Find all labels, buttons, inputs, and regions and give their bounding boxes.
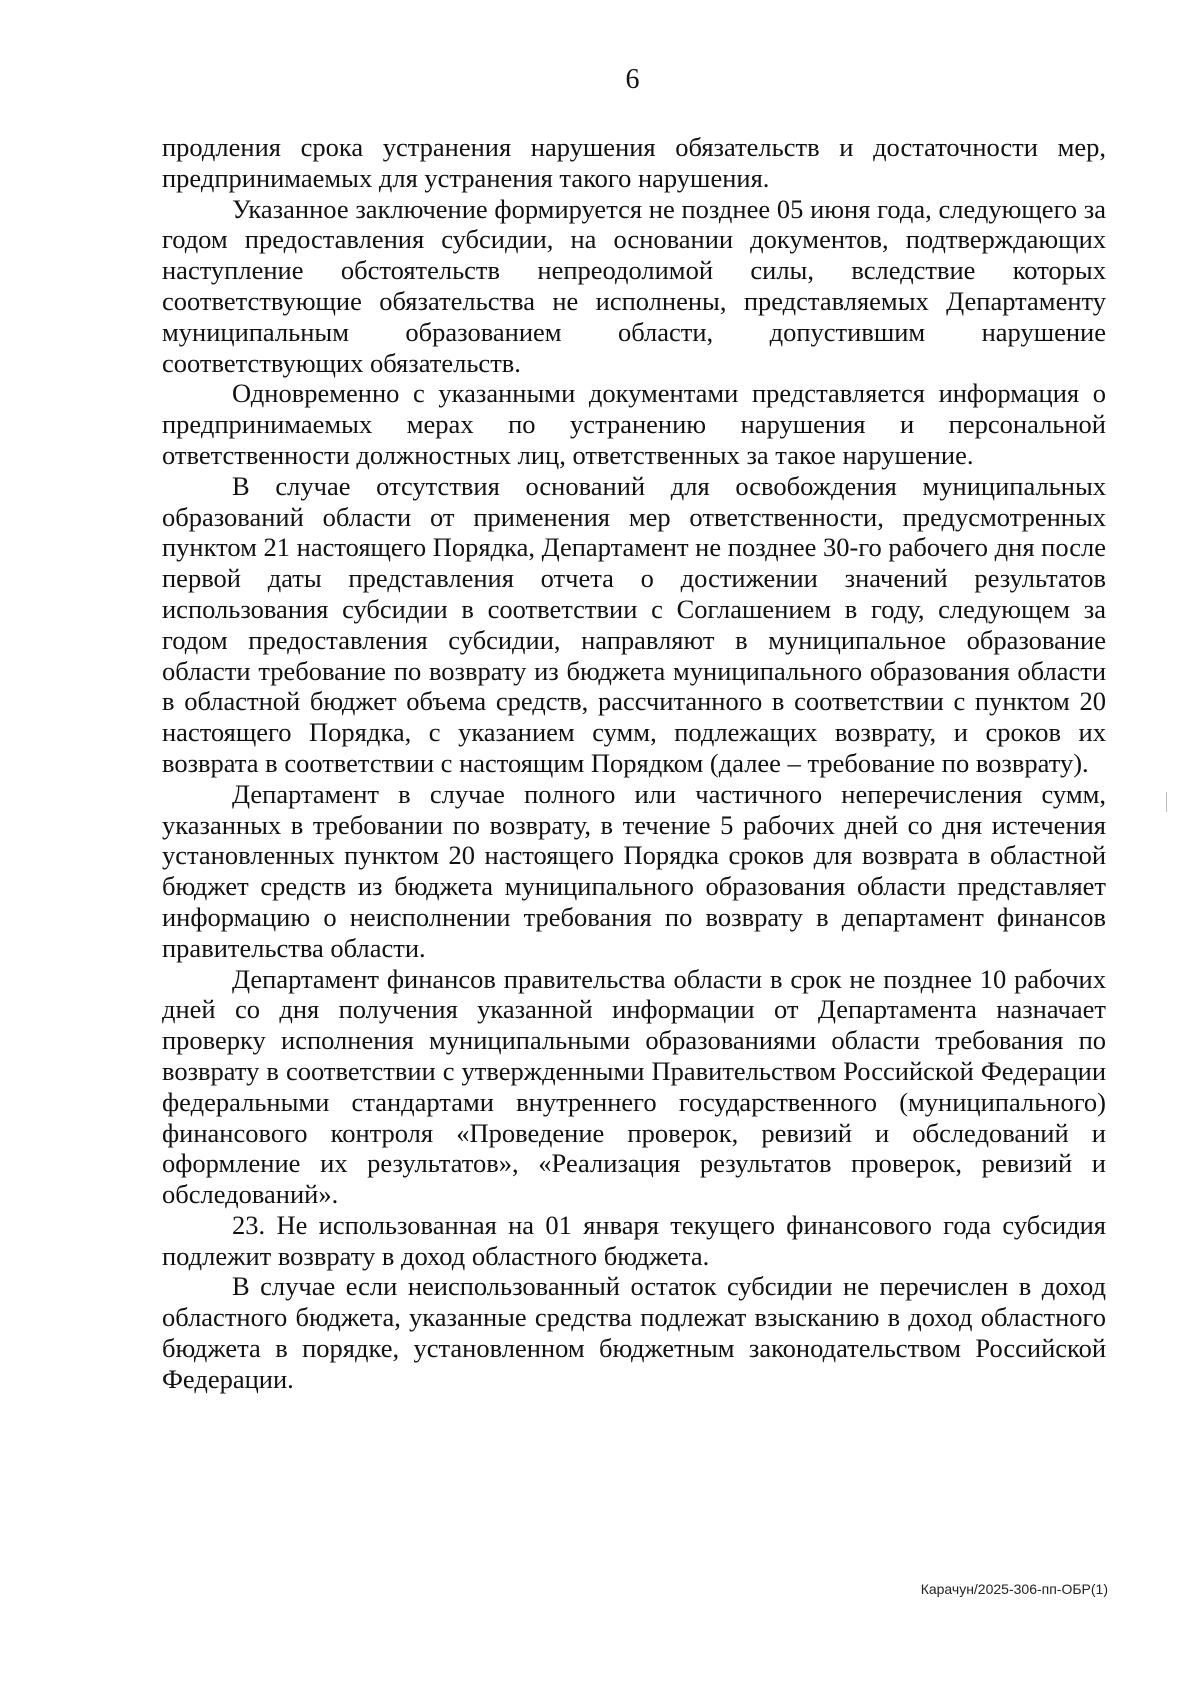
paragraph-measures-info: Одновременно с указанными документами представляется информация о предпринимаемых мерах по устранению нарушения и персональной ответственности должностных лиц, ответственных за такое нарушение. — [162, 378, 1106, 470]
paragraph-finance-audit: Департамент финансов правительства области в срок не позднее 10 рабочих дней со дня получения указанной информации от Департамента назначает проверку исполнения муниципальными образованиями области требования по возврату в соответствии с утвержденными Правительством Российской Федерации федеральными стандартами внутреннего государственного (муниципального) финансового контроля «Проведение проверок, ревизий и обследований и оформление их результатов», «Реализация результатов проверок, ревизий и обследований». — [162, 963, 1106, 1210]
page-number: 6 — [625, 64, 640, 95]
document-body — [162, 132, 1106, 1395]
paragraph-recovery: В случае если неиспользованный остаток субсидии не перечислен в доход областного бюджета, указанные средства подлежат взысканию в доход областного бюджета в порядке, установленном бюджетным законодательством Российской Федерации. — [162, 1271, 1106, 1394]
paragraph-clause-23: 23. Не использованная на 01 января текущего финансового года субсидия подлежит возврату в доход областного бюджета. — [162, 1209, 1106, 1271]
document-code: Карачун/2025-306-пп-ОБР(1) — [920, 1581, 1108, 1597]
scan-margin-mark — [1166, 792, 1167, 812]
paragraph-continuation: продления срока устранения нарушения обязательств и достаточности мер, предпринимаемых для устранения такого нарушения. — [162, 132, 1106, 193]
paragraph-conclusion-deadline: Указанное заключение формируется не позднее 05 июня года, следующего за годом предоставления субсидии, на основании документов, подтверждающих наступление обстоятельств непреодолимой силы, вследствие которых соответствующие обязательства не исполнены, представляемых Департаменту муниципальным образованием области, допустившим нарушение соответствующих обязательств. — [162, 193, 1106, 378]
paragraph-non-transfer: Департамент в случае полного или частичного неперечисления сумм, указанных в требовании по возврату, в течение 5 рабочих дней со дня истечения установленных пунктом 20 настоящего Порядка сроков для возврата в областной бюджет средств из бюджета муниципального образования области представляет информацию о неисполнении требования по возврату в департамент финансов правительства области. — [162, 778, 1106, 963]
paragraph-return-requirement: В случае отсутствия оснований для освобождения муниципальных образований области от применения мер ответственности, предусмотренных пунктом 21 настоящего Порядка, Департамент не позднее 30-го рабочего дня после первой даты представления отчета о достижении значений результатов использования субсидии в соответствии с Соглашением в году, следующем за годом предоставления субсидии, направляют в муниципальное образование области требование по возврату из бюджета муниципального образования области в областной бюджет объема средств, рассчитанного в соответствии с пунктом 20 настоящего Порядка, с указанием сумм, подлежащих возврату, и сроков их возврата в соответствии с настоящим Порядком (далее – требование по возврату). — [162, 470, 1106, 778]
